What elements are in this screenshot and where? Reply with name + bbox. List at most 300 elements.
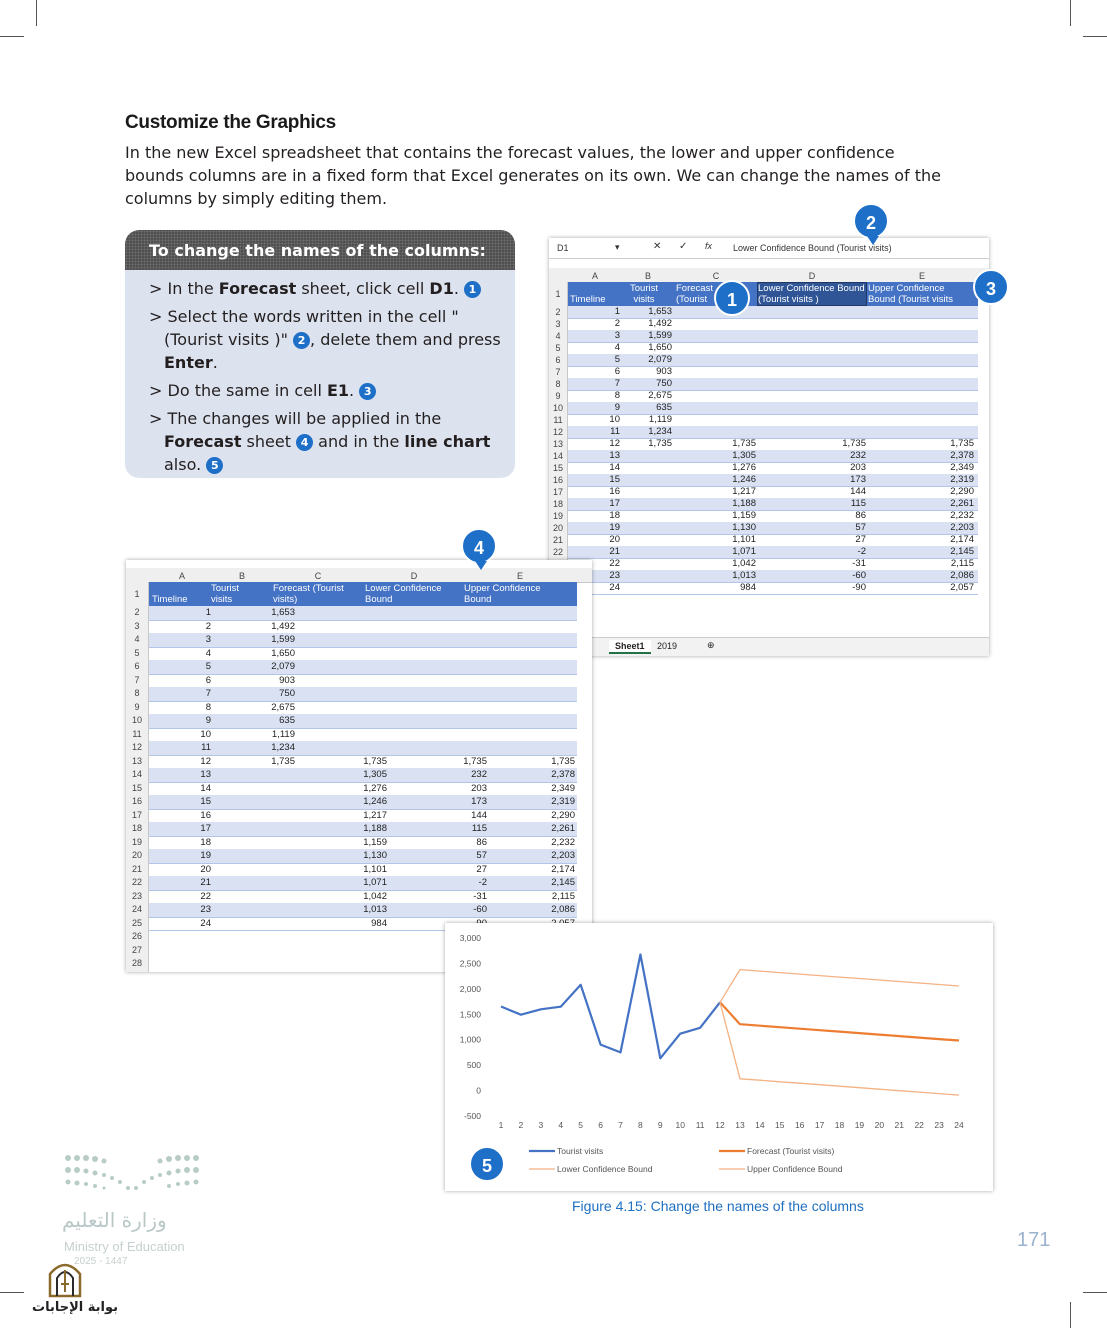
y-tick-label: 500: [466, 1060, 481, 1071]
y-tick-label: 3,000: [459, 933, 481, 943]
table-row: [149, 660, 577, 675]
table-row: [149, 741, 577, 756]
x-tick-label: 8: [638, 1120, 643, 1130]
enter-icon[interactable]: ✓: [679, 241, 688, 252]
table-row: [568, 582, 978, 595]
data-table: [568, 282, 978, 622]
table-cell[interactable]: 2,675: [648, 390, 672, 401]
step-text: .: [349, 381, 360, 400]
row-number[interactable]: 13: [131, 755, 142, 766]
table-cell[interactable]: 1,246: [732, 474, 756, 485]
row-number[interactable]: 5: [134, 647, 140, 658]
table-cell[interactable]: 1,735: [551, 755, 575, 767]
table-cell[interactable]: 24: [609, 582, 620, 593]
crop-mark: [36, 0, 37, 26]
table-cell[interactable]: 2,057: [950, 582, 974, 593]
table-cell[interactable]: 22: [200, 890, 211, 902]
x-tick-label: 6: [598, 1120, 603, 1130]
table-cell[interactable]: 12: [609, 438, 620, 449]
table-cell[interactable]: -2: [857, 546, 866, 557]
table-cell[interactable]: 1,101: [363, 863, 387, 875]
column-header[interactable]: A: [178, 571, 185, 581]
portal-logo-icon: [44, 1254, 86, 1298]
row-number[interactable]: 16: [552, 475, 563, 485]
table-cell[interactable]: 5: [614, 354, 620, 365]
table-cell[interactable]: 1,234: [648, 426, 672, 437]
table-cell[interactable]: 2,115: [551, 890, 575, 902]
crop-mark: [0, 36, 24, 37]
table-cell[interactable]: 1,217: [363, 809, 387, 821]
table-cell[interactable]: 2,086: [551, 904, 575, 915]
table-cell[interactable]: 750: [656, 378, 672, 389]
table-cell[interactable]: 7: [614, 378, 620, 389]
header-forecast[interactable]: Forecast (Tourist: [676, 283, 713, 305]
table-cell[interactable]: 17: [609, 498, 620, 509]
column-header[interactable]: E: [918, 271, 925, 281]
column-headers: [549, 268, 989, 283]
table-cell[interactable]: 3: [205, 634, 211, 645]
row-number[interactable]: 19: [131, 836, 142, 847]
column-header[interactable]: D: [410, 571, 418, 581]
table-cell[interactable]: 1,188: [363, 823, 387, 834]
sheet-tab[interactable]: 2019: [657, 641, 678, 651]
row-number[interactable]: 21: [131, 863, 142, 874]
table-cell[interactable]: 1,071: [363, 877, 387, 888]
table-cell[interactable]: 232: [850, 450, 866, 461]
table-cell[interactable]: 14: [200, 782, 211, 794]
table-cell[interactable]: 6: [205, 674, 211, 686]
table-header-row: [568, 282, 978, 306]
step-text: .: [212, 353, 218, 372]
column-header[interactable]: C: [314, 571, 322, 581]
table-cell[interactable]: 19: [609, 522, 620, 533]
table-cell[interactable]: 173: [471, 796, 487, 807]
excel-screenshot-bottom: [126, 560, 592, 972]
ministry-logo-dots: [64, 1152, 200, 1198]
table-cell[interactable]: 24: [200, 917, 211, 929]
row-number[interactable]: 7: [134, 674, 140, 685]
table-cell[interactable]: 115: [471, 823, 487, 834]
table-row: [149, 620, 577, 635]
row-number[interactable]: 25: [131, 917, 142, 928]
row-number[interactable]: 10: [552, 403, 563, 413]
table-cell[interactable]: 20: [609, 534, 620, 545]
table-cell[interactable]: 16: [609, 486, 620, 497]
table-cell[interactable]: 750: [279, 688, 295, 699]
table-cell[interactable]: 5: [205, 661, 211, 672]
step-number-badge: 5: [206, 457, 223, 474]
table-row: [149, 876, 577, 891]
table-cell[interactable]: -31: [473, 890, 487, 902]
sheet-tabs: [549, 637, 989, 656]
table-cell[interactable]: 11: [201, 742, 211, 753]
table-cell[interactable]: 57: [476, 850, 487, 861]
row-number[interactable]: 18: [552, 499, 563, 509]
row-number[interactable]: 3: [134, 620, 140, 631]
row-number[interactable]: 20: [131, 850, 142, 860]
row-number[interactable]: 9: [134, 701, 140, 712]
table-cell[interactable]: 4: [614, 342, 620, 353]
table-cell[interactable]: 2,232: [950, 510, 974, 521]
x-tick-label: 14: [755, 1120, 765, 1130]
step-3: [149, 379, 505, 402]
table-cell[interactable]: 2,378: [950, 450, 974, 461]
table-cell[interactable]: 1,130: [363, 850, 387, 861]
name-box[interactable]: D1: [557, 243, 569, 253]
table-row: [149, 863, 577, 878]
table-cell[interactable]: 2,349: [950, 462, 974, 473]
row-number[interactable]: 6: [134, 661, 140, 671]
column-header[interactable]: D: [808, 271, 816, 281]
table-cell[interactable]: 86: [476, 836, 487, 848]
sheet-tab[interactable]: Sheet1: [609, 640, 651, 654]
table-cell[interactable]: 1,735: [363, 755, 387, 767]
x-tick-label: 19: [854, 1120, 865, 1130]
table-cell[interactable]: 1,492: [271, 620, 295, 632]
series-line: [720, 1002, 959, 1095]
callout-4: 4: [461, 528, 497, 564]
y-tick-label: 1,000: [459, 1034, 481, 1045]
table-cell[interactable]: 1,735: [732, 438, 756, 449]
table-cell[interactable]: -60: [852, 570, 866, 581]
table-cell[interactable]: 13: [609, 450, 620, 461]
table-cell[interactable]: 144: [850, 486, 866, 497]
row-number[interactable]: 10: [131, 715, 142, 725]
chevron-down-icon[interactable]: ▾: [615, 242, 620, 252]
series-line: [720, 1002, 959, 1040]
header-timeline[interactable]: Timeline: [152, 594, 188, 605]
table-cell[interactable]: 1,246: [363, 796, 387, 807]
table-cell[interactable]: 10: [200, 728, 211, 740]
data-table: [149, 582, 577, 972]
table-cell[interactable]: 1,119: [648, 414, 672, 425]
table-cell[interactable]: 203: [850, 462, 866, 473]
table-cell[interactable]: 12: [200, 755, 211, 767]
header-upper-bound[interactable]: Upper Confidence Bound (Tourist visits: [868, 283, 954, 305]
table-cell[interactable]: 1,653: [648, 306, 672, 317]
table-row: [149, 755, 577, 770]
table-cell[interactable]: 984: [740, 582, 756, 593]
row-number[interactable]: 18: [131, 823, 142, 833]
row-number[interactable]: 6: [555, 355, 561, 365]
table-cell[interactable]: 984: [371, 917, 387, 929]
function-icon[interactable]: fx: [705, 241, 713, 251]
table-cell[interactable]: 23: [200, 904, 211, 915]
table-cell[interactable]: 2,675: [271, 701, 295, 713]
table-cell[interactable]: 1,305: [363, 769, 387, 780]
table-cell[interactable]: 2,261: [551, 823, 575, 834]
table-cell[interactable]: 18: [200, 836, 211, 848]
header-lower-bound[interactable]: Lower Confidence Bound: [365, 583, 442, 605]
ministry-year: 2025 - 1447: [74, 1256, 128, 1267]
excel-screenshot-top: [549, 238, 989, 656]
header-visits[interactable]: Tourist visits: [630, 283, 658, 305]
table-cell[interactable]: 10: [609, 414, 620, 425]
step-text: > Do the same in cell: [149, 381, 327, 400]
x-tick-label: 13: [735, 1120, 745, 1130]
table-cell[interactable]: 2,203: [551, 850, 575, 861]
table-cell[interactable]: 2,079: [648, 354, 672, 365]
table-cell[interactable]: 4: [205, 647, 211, 659]
formula-input[interactable]: Lower Confidence Bound (Tourist visits): [733, 243, 892, 253]
column-header[interactable]: E: [516, 571, 523, 581]
figure-caption: Figure 4.15: Change the names of the columns: [572, 1198, 864, 1214]
header-forecast[interactable]: Forecast (Tourist visits): [273, 583, 344, 605]
table-cell[interactable]: 1: [205, 607, 211, 618]
table-cell[interactable]: 2,261: [950, 498, 974, 509]
table-cell[interactable]: 635: [656, 402, 672, 413]
step-text: and in the: [313, 432, 405, 451]
table-cell[interactable]: 2,290: [551, 809, 575, 821]
header-upper-bound[interactable]: Upper Confidence Bound: [464, 583, 541, 605]
step-text: sheet: [241, 432, 297, 451]
row-number[interactable]: 24: [131, 904, 142, 914]
table-cell[interactable]: 1,735: [463, 755, 487, 767]
row-number[interactable]: 8: [555, 379, 561, 389]
table-cell[interactable]: 27: [476, 863, 487, 875]
row-number[interactable]: 22: [552, 547, 563, 557]
row-numbers: [126, 582, 149, 972]
y-tick-label: 2,500: [459, 958, 481, 969]
row-number[interactable]: 20: [552, 523, 563, 533]
table-cell[interactable]: 2,203: [950, 522, 974, 533]
table-cell[interactable]: -90: [852, 582, 866, 593]
table-cell[interactable]: 57: [855, 522, 866, 533]
row-number[interactable]: 22: [131, 877, 142, 887]
row-number[interactable]: 15: [552, 463, 563, 473]
portal-name: بوابة الإجابات: [32, 1300, 118, 1315]
row-number[interactable]: 17: [552, 487, 563, 497]
table-cell[interactable]: 21: [609, 546, 620, 557]
row-number[interactable]: 2: [555, 307, 561, 317]
table-cell[interactable]: 1,159: [363, 836, 387, 848]
step-number-badge: 1: [464, 281, 481, 298]
table-row: [149, 701, 577, 716]
row-number[interactable]: 11: [132, 728, 142, 739]
table-cell[interactable]: 22: [609, 558, 620, 569]
row-number[interactable]: 17: [131, 809, 142, 820]
table-cell[interactable]: 20: [200, 863, 211, 875]
table-cell[interactable]: 8: [205, 701, 211, 713]
table-cell[interactable]: 1,188: [732, 498, 756, 509]
table-cell[interactable]: 144: [471, 809, 487, 821]
table-row: [149, 849, 577, 864]
table-cell[interactable]: 2,145: [950, 546, 974, 557]
column-header[interactable]: A: [591, 271, 598, 281]
row-number[interactable]: 2: [134, 607, 140, 617]
table-cell[interactable]: 21: [200, 877, 211, 888]
table-cell[interactable]: 7: [205, 688, 211, 699]
table-cell[interactable]: 2: [205, 620, 211, 632]
table-cell[interactable]: 1: [614, 306, 620, 317]
table-cell[interactable]: 1,119: [271, 728, 295, 740]
step-1: [149, 277, 505, 300]
x-tick-label: 10: [675, 1120, 685, 1130]
row-number[interactable]: 28: [131, 958, 142, 968]
column-header[interactable]: B: [644, 271, 651, 281]
column-header[interactable]: B: [238, 571, 245, 581]
table-cell[interactable]: 1,305: [732, 450, 756, 461]
step-4: [149, 407, 505, 476]
table-cell[interactable]: 2,290: [950, 486, 974, 497]
table-cell[interactable]: 13: [200, 769, 211, 780]
table-cell[interactable]: 203: [471, 782, 487, 794]
row-number[interactable]: 15: [131, 782, 142, 793]
row-number[interactable]: 12: [552, 427, 563, 437]
table-cell[interactable]: 1,650: [648, 342, 672, 353]
table-cell[interactable]: 232: [471, 769, 487, 780]
table-cell[interactable]: -31: [852, 558, 866, 569]
header-lower-bound[interactable]: Lower Confidence Bound (Tourist visits ): [758, 283, 865, 305]
table-cell[interactable]: 9: [205, 715, 211, 726]
row-number[interactable]: 26: [131, 931, 142, 941]
y-tick-label: 1,500: [459, 1009, 481, 1020]
table-cell[interactable]: -60: [473, 904, 487, 915]
row-number[interactable]: 9: [555, 391, 561, 401]
table-cell[interactable]: 1,735: [648, 438, 672, 449]
row-number[interactable]: 21: [552, 535, 563, 545]
table-cell[interactable]: 1,650: [271, 647, 295, 659]
add-sheet-icon[interactable]: ⊕: [707, 640, 715, 650]
line-chart: [445, 923, 993, 1191]
row-number[interactable]: 8: [134, 688, 140, 698]
row-number[interactable]: 16: [131, 796, 142, 806]
x-tick-label: 12: [715, 1120, 725, 1130]
table-cell[interactable]: 1,735: [950, 438, 974, 449]
table-cell[interactable]: 2,232: [551, 836, 575, 848]
row-number[interactable]: 23: [131, 890, 142, 901]
column-header[interactable]: C: [712, 271, 720, 281]
table-cell[interactable]: 2,319: [551, 796, 575, 807]
header-visits[interactable]: Tourist visits: [211, 583, 239, 605]
row-number[interactable]: 1: [555, 289, 561, 299]
table-cell[interactable]: 1,013: [732, 570, 756, 581]
table-cell[interactable]: 1,735: [842, 438, 866, 449]
row-number[interactable]: 14: [552, 451, 563, 461]
table-cell[interactable]: 903: [656, 366, 672, 377]
table-cell[interactable]: 903: [279, 674, 295, 686]
table-cell[interactable]: 9: [614, 402, 620, 413]
x-tick-label: 24: [954, 1120, 964, 1130]
table-row: [149, 890, 577, 905]
row-number[interactable]: 3: [555, 319, 561, 329]
table-cell[interactable]: 1,234: [271, 742, 295, 753]
table-cell[interactable]: 1,653: [271, 607, 295, 618]
table-row: [149, 768, 577, 783]
table-cell[interactable]: 3: [614, 330, 620, 341]
table-cell[interactable]: 2,174: [551, 863, 575, 875]
step-text: .: [453, 279, 464, 298]
header-timeline[interactable]: Timeline: [570, 294, 606, 305]
cancel-icon[interactable]: ✕: [653, 241, 662, 252]
table-cell[interactable]: 1,217: [732, 486, 756, 497]
row-number[interactable]: 4: [134, 634, 140, 644]
callout-3: 3: [973, 269, 1009, 305]
table-cell[interactable]: 19: [200, 850, 211, 861]
table-cell[interactable]: 2,115: [950, 558, 974, 569]
table-cell[interactable]: 23: [609, 570, 620, 581]
table-cell[interactable]: 1,276: [732, 462, 756, 473]
crop-mark: [1070, 1302, 1071, 1328]
table-cell[interactable]: 16: [200, 809, 211, 821]
table-cell[interactable]: 2,079: [271, 661, 295, 672]
table-cell[interactable]: 11: [610, 426, 620, 437]
table-cell[interactable]: 1,071: [732, 546, 756, 557]
row-number[interactable]: 7: [555, 367, 561, 377]
table-cell[interactable]: 1,492: [648, 318, 672, 329]
table-cell[interactable]: 6: [614, 366, 620, 377]
x-tick-label: 15: [775, 1120, 785, 1130]
table-cell[interactable]: 15: [200, 796, 211, 807]
x-tick-label: 7: [618, 1120, 623, 1130]
x-tick-label: 21: [894, 1120, 904, 1130]
table-cell[interactable]: 1,276: [363, 782, 387, 794]
x-tick-label: 20: [874, 1120, 885, 1130]
table-cell[interactable]: 2,086: [950, 570, 974, 581]
table-cell[interactable]: 2,145: [551, 877, 575, 888]
row-number[interactable]: 19: [552, 511, 563, 521]
table-cell[interactable]: 2: [614, 318, 620, 329]
y-tick-label: -500: [463, 1111, 481, 1121]
table-cell[interactable]: 1,599: [648, 330, 672, 341]
row-number[interactable]: 4: [555, 331, 561, 341]
row-number[interactable]: 11: [553, 415, 563, 425]
table-cell[interactable]: 2,319: [950, 474, 974, 485]
table-cell[interactable]: 86: [855, 510, 866, 521]
row-number[interactable]: 5: [555, 343, 561, 353]
table-cell[interactable]: 1,599: [271, 634, 295, 645]
table-cell[interactable]: 14: [609, 462, 620, 473]
table-cell[interactable]: 2,174: [950, 534, 974, 545]
formula-bar: [549, 238, 989, 259]
table-cell[interactable]: 17: [200, 823, 211, 834]
table-row: [149, 795, 577, 810]
table-cell[interactable]: 1,130: [732, 522, 756, 533]
table-cell[interactable]: 2,378: [551, 769, 575, 780]
row-number[interactable]: 13: [552, 439, 563, 449]
table-cell[interactable]: 27: [855, 534, 866, 545]
x-tick-label: 22: [914, 1120, 924, 1130]
table-cell[interactable]: 15: [609, 474, 620, 485]
table-cell[interactable]: 8: [614, 390, 620, 401]
table-cell[interactable]: 115: [850, 498, 866, 509]
row-number[interactable]: 27: [131, 944, 142, 955]
table-cell[interactable]: 1,013: [363, 904, 387, 915]
table-cell[interactable]: -2: [478, 877, 487, 888]
step-bold: Enter: [164, 353, 213, 372]
table-cell[interactable]: 173: [850, 474, 866, 485]
x-tick-label: 17: [814, 1120, 825, 1130]
table-cell[interactable]: 2,349: [551, 782, 575, 794]
table-cell[interactable]: 1,042: [363, 890, 387, 902]
table-row: [149, 687, 577, 702]
legend-label: Lower Confidence Bound: [557, 1164, 653, 1174]
table-cell[interactable]: 18: [609, 510, 620, 521]
row-number[interactable]: 12: [131, 742, 142, 752]
step-bold: E1: [326, 381, 350, 400]
ministry-name-arabic: وزارة التعليم: [62, 1208, 167, 1232]
row-number[interactable]: 14: [131, 769, 142, 779]
table-cell[interactable]: 1,042: [732, 558, 756, 569]
table-row: [149, 606, 577, 621]
table-cell[interactable]: 1,735: [271, 755, 295, 767]
chart-svg: [445, 923, 993, 1191]
table-cell[interactable]: 1,159: [732, 510, 756, 521]
table-cell[interactable]: 1,101: [732, 534, 756, 545]
table-cell[interactable]: 635: [279, 715, 295, 726]
series-line: [720, 970, 959, 1003]
row-number[interactable]: 1: [134, 589, 140, 599]
